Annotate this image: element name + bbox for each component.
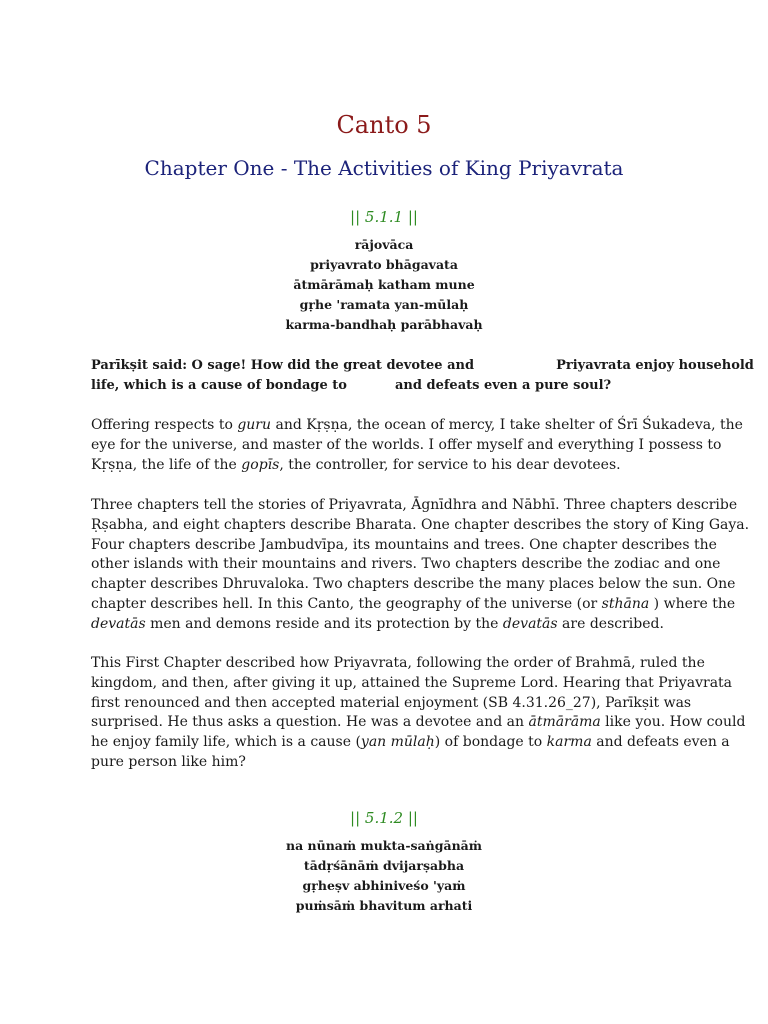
verse-text xyxy=(0,836,768,916)
translation-text: and defeats even a pure soul? xyxy=(394,378,612,393)
verse-text xyxy=(0,235,768,335)
paragraph-line: he enjoy family life, which is a cause (yan mūlaḥ) of bondage to karma and defeats even a xyxy=(91,734,730,751)
verse-line: na nūnaṁ mukta-saṅgānāṁ xyxy=(286,838,482,853)
paragraph-line: Offering respects to guru and Kṛṣṇa, the ocean of mercy, I take shelter of Śrī Śukadeva, the xyxy=(91,417,743,433)
paragraph-line: pure person like him? xyxy=(91,753,246,770)
paragraph-line: Ṛṣabha, and eight chapters describe Bharata. One chapter describes the story of King Gaya. xyxy=(91,516,750,533)
paragraph-line: chapter describes Dhruvaloka. Two chapters describe the many places below the sun. One xyxy=(91,576,736,593)
commentary-paragraph xyxy=(91,496,750,635)
commentary-paragraph xyxy=(91,416,743,475)
verse-number: || 5.1.1 || xyxy=(350,208,418,226)
verse-line: rājovāca xyxy=(354,237,414,252)
translation-text: life, which is a cause of bondage to xyxy=(91,378,347,393)
commentary-paragraph xyxy=(91,654,746,773)
paragraph-line: This First Chapter described how Priyavrata, following the order of Brahmā, ruled the xyxy=(91,655,705,671)
chapter-title: Chapter One - The Activities of King Priyavrata xyxy=(144,156,624,180)
translation-line xyxy=(91,356,754,376)
translation-text: Parīkṣit said: O sage! How did the great devotee and xyxy=(91,358,475,373)
verse-line: priyavrato bhāgavata xyxy=(310,257,458,272)
translation-line xyxy=(91,376,676,396)
paragraph-line: kingdom, and then, after giving it up, attained the Supreme Lord. Hearing that Priyavrata xyxy=(91,674,733,691)
verse-line: puṁsāṁ bhavitum arhati xyxy=(295,898,473,913)
paragraph-line: devatās men and demons reside and its protection by the devatās are described. xyxy=(91,615,664,632)
verse-line: gṛheṣv abhiniveśo 'yaṁ xyxy=(302,878,466,893)
paragraph-line: eye for the universe, and master of the worlds. I offer myself and everything I possess to xyxy=(91,436,722,453)
paragraph-line: Four chapters describe Jambudvīpa, its mountains and trees. One chapter describes the xyxy=(91,536,717,553)
paragraph-line: chapter describes hell. In this Canto, the geography of the universe (or sthāna ) where the xyxy=(91,595,736,612)
paragraph-line: surprised. He thus asks a question. He was a devotee and an ātmārāma like you. How could xyxy=(91,714,746,731)
verse-number: || 5.1.2 || xyxy=(350,809,418,827)
verse-line: gṛhe 'ramata yan-mūlaḥ xyxy=(299,297,469,312)
paragraph-line: Three chapters tell the stories of Priyavrata, Āgnīdhra and Nābhī. Three chapters describe xyxy=(91,497,738,513)
translation-text: Priyavrata enjoy household xyxy=(556,358,754,373)
paragraph-line: first renounced and then accepted material enjoyment (SB 4.31.26_27), Parīkṣit was xyxy=(91,694,692,711)
verse-line: ātmārāmaḥ katham mune xyxy=(293,277,475,292)
verse-line: tādṛśānāṁ dvijarṣabha xyxy=(303,858,465,873)
canto-title: Canto 5 xyxy=(336,111,432,139)
paragraph-line: Kṛṣṇa, the life of the gopīs, the controller, for service to his dear devotees. xyxy=(91,456,621,473)
verse-line: karma-bandhaḥ parābhavaḥ xyxy=(285,317,483,332)
translation xyxy=(91,356,754,396)
paragraph-line: other islands with their mountains and rivers. Two chapters describe the zodiac and one xyxy=(91,556,721,573)
